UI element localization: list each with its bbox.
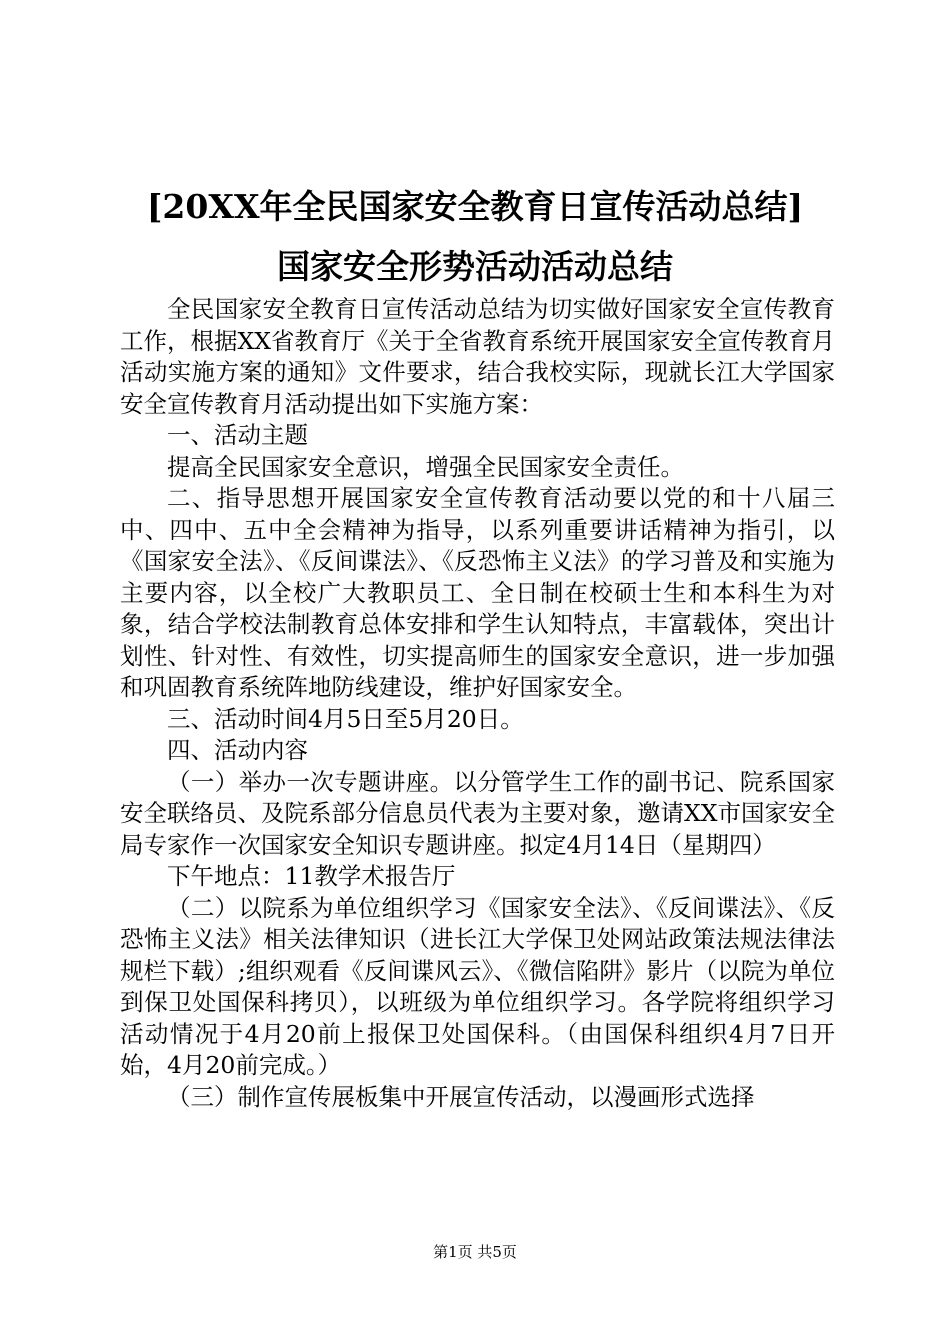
content-item-1-location: 下午地点：11教学术报告厅 [167,862,456,890]
content-item-1: （一）举办一次专题讲座。以分管学生工作的副书记、院系国家安全联络员、及院系部分信息员代表为主要对象，邀请XX市国家安全局专家作一次国家安全知识专题讲座。拟定4月14日（星期四） [120,767,835,859]
section-heading-content: 四、活动内容 [167,736,308,764]
intro-paragraph: 全民国家安全教育日宣传活动总结为切实做好国家安全宣传教育工作，根据XX省教育厅《关于全省教育系统开展国家安全宣传教育月活动实施方案的通知》文件要求，结合我校实际，现就长江大学国家安全宣传教育月活动提出如下实施方案： [120,295,835,418]
guiding-ideology-paragraph: 二、指导思想开展国家安全宣传教育活动要以党的和十八届三中、四中、五中全会精神为指导，以系列重要讲话精神为指引，以《国家安全法》、《反间谍法》、《反恐怖主义法》的学习普及和实施为主要内容，以全校广大教职员工、全日制在校硕士生和本科生为对象，结合学校法制教育总体安排和学生认知特点，丰富载体，突出计划性、针对性、有效性，切实提高师生的国家安全意识，进一步加强和巩固教育系统阵地防线建设，维护好国家安全。 [120,484,835,701]
document-body [120,294,835,1113]
page-footer: 第1页 共5页 [433,1243,517,1261]
section-heading-theme: 一、活动主题 [167,421,308,449]
theme-paragraph: 提高全民国家安全意识，增强全民国家安全责任。 [167,452,684,481]
content-item-2: （二）以院系为单位组织学习《国家安全法》、《反间谍法》、《反恐怖主义法》相关法律知识（进长江大学保卫处网站政策法规法律法规栏下载）;组织观看《反间谍风云》、《微信陷阱》影片（以院为单位到保卫处国保科拷贝），以班级为单位组织学习。各学院将组织学习活动情况于4月20前上报保卫处国保科。（由国保科组织4月7日开始，4月20前完成。） [120,893,835,1079]
content-item-3: （三）制作宣传展板集中开展宣传活动，以漫画形式选择 [167,1082,755,1111]
document-title: [20XX年全民国家安全教育日宣传活动总结] [146,187,804,226]
activity-time-paragraph: 三、活动时间4月5日至5月20日。 [167,704,524,733]
document-subtitle: 国家安全形势活动活动总结 [277,247,673,286]
